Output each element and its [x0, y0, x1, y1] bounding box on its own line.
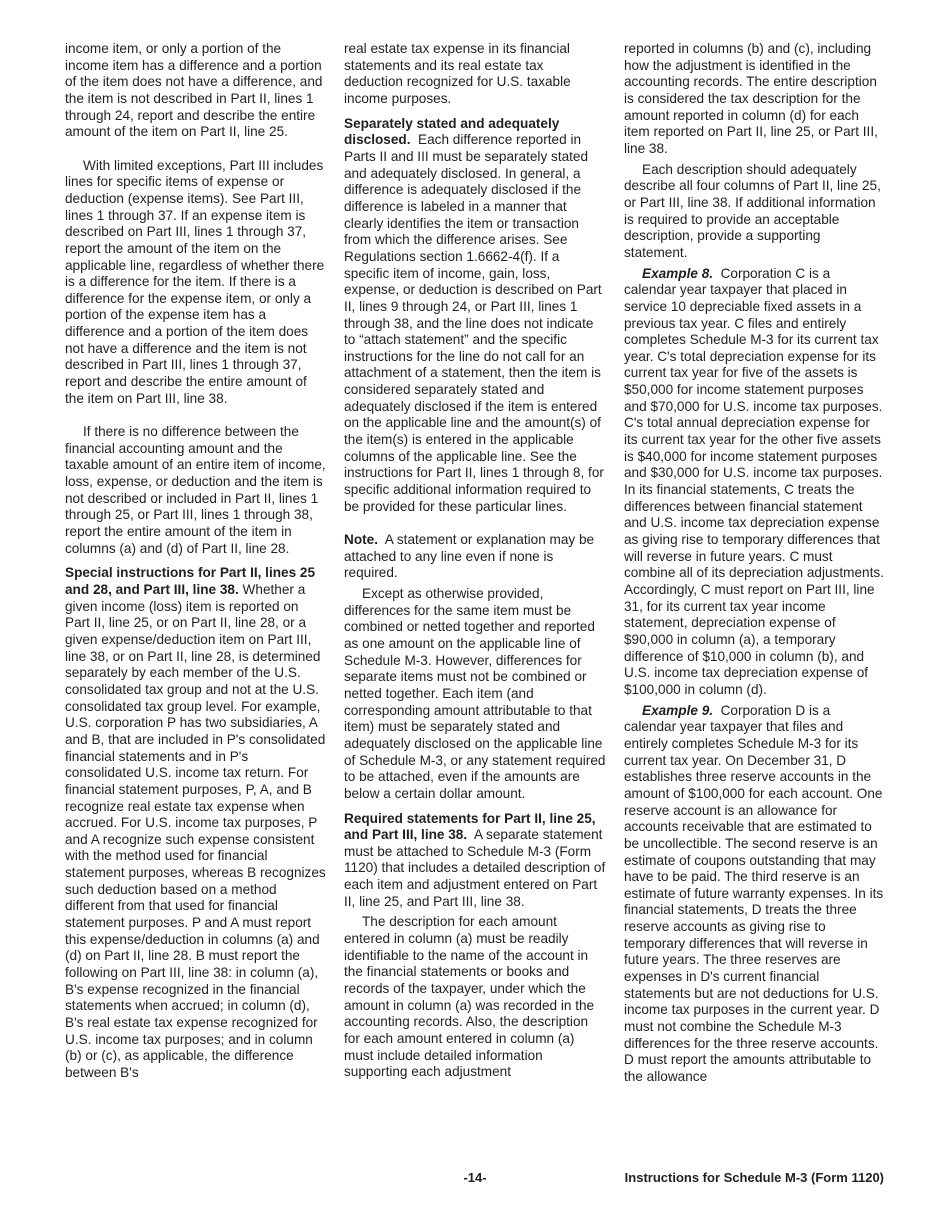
page-number: -14- — [463, 1170, 487, 1185]
note-label: Note. — [344, 532, 378, 548]
note-paragraph — [344, 532, 606, 582]
paragraph-text: Corporation D is a calendar year taxpayer that files and entirely completes Schedule M-3 for its current tax year. On December 31, D establishes three reserve accounts in the amount of $100,000 for each account. One reserve account is an allowance for accounts receivable that are estimated to be uncollectible. The second reserve is an estimate of coupons outstanding that may have to be paid. The third reserve is an estimate of future warranty expenses. In its financial statements, D treats the three reserve accounts as giving rise to temporary differences that will reverse in future years. The three reserves are expenses in D's current financial statements but are not deductions for U.S. income tax purposes in the current year. D must not combine the Schedule M-3 differences for the three reserve accounts. D must report the amounts attributable to the allowance — [624, 702, 884, 1085]
column-right — [624, 41, 886, 1086]
paragraph-text: Whether a given income (loss) item is reported on Part II, line 25, or on Part II, line 28, or a given expense/deduction item on Part III, line 38, or on Part II, line 28, is determined separately by each member of the U.S. consolidated tax group and not at the U.S. consolidated tax group level. For example, U.S. corporation P has two subsidiaries, A and B, that are included in P's consolidated financial statements and in P's consolidated U.S. income tax return. For financial statement purposes, P, A, and B recognize real estate tax expense when accrued. For U.S. income tax purposes, P and A recognize such expense consistent with the method used for financial statement purposes, whereas B recognizes such deduction based on a method different from that used for financial statement purposes. P and A must report this expense/deduction in columns (a) and (d) on Part II, line 28. B must report the following on Part III, line 38: in column (a), B's expense recognized in the financial statements when accrued; in column (d), B's real estate tax expense recognized for U.S. income tax purposes; and in column (b) or (c), as applicable, the difference between B's — [65, 581, 326, 1080]
section-heading: Required statements for Part II, line 25, and Part III, line 38. — [344, 810, 596, 843]
paragraph-text: Corporation C is a calendar year taxpayer that placed in service 10 depreciable fixed assets in a previous tax year. C files and entirely completes Schedule M-3 for its current tax year. C's total depreciation expense for its current tax year for five of the assets is $50,000 for income statement purposes and $70,000 for U.S. income tax purposes. C's total annual depreciation expense for its current tax year for the other five assets is $40,000 for income statement purposes and $30,000 for U.S. income tax purposes. In its financial statements, C treats the differences between financial statement and U.S. income tax depreciation expense as giving rise to temporary differences that will reverse in future years. C must combine all of its depreciation adjustments. Accordingly, C must report on Part III, line 31, for its current tax year income statement, depreciation expense of $90,000 in column (a), a temporary difference of $10,000 in column (b), and U.S. income tax depreciation expense of $100,000 in column (d). — [624, 265, 884, 697]
footer-form-title: Instructions for Schedule M-3 (Form 1120) — [624, 1170, 884, 1185]
paragraph: income item, or only a portion of the income item has a difference and a portion of the item does not have a difference, and the item is not described in Part II, lines 1 through 24, report and describe the entire amount of the item on Part II, line 25. — [65, 41, 323, 140]
paragraph-text: Each difference reported in Parts II and III must be separately stated and adequately disclosed. In general, a difference is adequately disclosed if the difference is labeled in a manner that clearly identifies the item or transaction from which the difference arises. See Regulations section 1.6662-4(f). If a specific item of income, gain, loss, expense, or deduction is described on Part II, lines 9 through 24, or Part III, lines 1 through 38, and the line does not indicate to “attach statement” and the specific instructions for the line do not call for an attachment of a statement, then the item is considered separately stated and adequately disclosed if the item is entered on the applicable line and the amount(s) of the item(s) is entered in the applicable columns of the applicable line. See the instructions for Part II, lines 1 through 8, for specific additional information required to be provided for these particular lines. — [344, 132, 604, 514]
column-left — [65, 41, 327, 1082]
section-heading: Special instructions for Part II, lines 25 and 28, and Part III, line 38. — [65, 565, 316, 597]
paragraph: real estate tax expense in its financial statements and its real estate tax deduction recognized for U.S. taxable income purposes. — [344, 41, 571, 106]
paragraph-separately-stated — [344, 116, 606, 516]
paragraph: Each description should adequately describe all four columns of Part II, line 25, or Part III, line 38. If additional information is required to provide an acceptable description, provide a supporting statement. — [624, 161, 881, 260]
paragraph: Except as otherwise provided, differences for the same item must be combined or netted together and reported as one amount on the applicable line of Schedule M-3. However, differences for separate items must not be combined or netted together. Each item (and corresponding amount attributable to that item) must be separately stated and adequately disclosed on the applicable line of Schedule M-3, or any statement required to be attached, even if the amounts are below a certain dollar amount. — [344, 585, 606, 801]
example-9 — [624, 703, 886, 1086]
column-middle — [344, 41, 606, 1081]
paragraph: reported in columns (b) and (c), including how the adjustment is identified in the accounting records. The entire description is considered the tax description for the amount reported in column (d) for each item reported on Part II, line 25, or Part III, line 38. — [624, 41, 878, 156]
paragraph-required-statements — [344, 811, 606, 911]
section-heading: Separately stated and adequately disclosed. — [344, 115, 560, 148]
paragraph: The description for each amount entered in column (a) must be readily identifiable to the name of the account in the financial statements or books and records of the taxpayer, under which the amount in column (a) was recorded in the accounting records. Also, the description for each amount entered in column (a) must include detailed information supporting each adjustment — [344, 914, 595, 1080]
example-8 — [624, 266, 886, 699]
paragraph: With limited exceptions, Part III includes lines for specific items of expense or deduction (expense items). See Part III, lines 1 through 37. If an expense item is described on Part III, lines 1 through 37, report the amount of the item on the applicable line, regardless of whether there is a difference for the item. If there is a difference for the expense item, or only a portion of the expense item has a difference and a portion of the item does not have a difference and the item is not described in Part III, lines 1 through 37, report and describe the entire amount of the item on Part III, line 38. — [65, 157, 325, 406]
example-label: Example 8. — [642, 265, 714, 281]
paragraph-text: A separate statement must be attached to Schedule M-3 (Form 1120) that includes a detailed description of each item and adjustment entered on Part II, line 25, and Part III, line 38. — [344, 827, 606, 909]
paragraph-special-instructions — [65, 565, 327, 1081]
paragraph-text: A statement or explanation may be attached to any line even if none is required. — [344, 532, 595, 581]
example-label: Example 9. — [642, 702, 714, 718]
page-footer — [0, 1170, 950, 1190]
paragraph: If there is no difference between the financial accounting amount and the taxable amount of an entire item of income, loss, expense, or deduction and the item is not described or included in Part II, lines 1 through 25, or Part III, lines 1 through 38, report the entire amount of the item in columns (a) and (d) of Part II, line 28. — [65, 424, 326, 556]
